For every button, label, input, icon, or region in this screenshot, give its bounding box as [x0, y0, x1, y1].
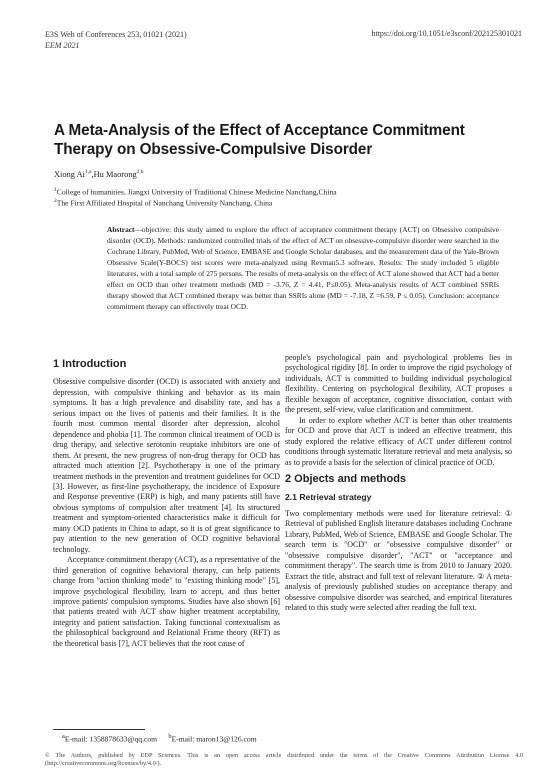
affiliation-mark: 1 — [54, 187, 57, 193]
footnote-mark: b — [168, 733, 172, 740]
running-header — [45, 29, 187, 51]
abstract — [107, 225, 499, 313]
author-affiliation-mark: 1,a — [84, 169, 92, 175]
paragraph: In order to explore whether ACT is better than other treatments for OCD and prove that ACT is indeed an effective treatment, this study explored the relative efficacy of ACT under different control conditions through systematic literature retrieval and meta analysis, so as to provide a basis for the selection of clinical practice of OCD. — [285, 415, 512, 467]
paragraph: Acceptance commitment therapy (ACT), as a representative of the third generation of cognitive behavioral therapy, can help patients change from "action thinking mode" to "existing thinking mode" [5], improve psychological flexibility, learn to accept, and thus better improve patients' compulsion symptoms. Studies have also shown [6] that patients treated with ACT show higher treatment acceptability, integrity and patient satisfaction. Taking functional contextualism as the philosophical background and Relational Frame theory (RFT) as the theoretical basis [7], ACT believes that the root cause of — [53, 555, 280, 648]
author-name: Hu Maorong — [93, 169, 137, 179]
header-doi-link[interactable]: https://doi.org/10.1051/e3sconf/202125301021 — [371, 29, 522, 38]
footnote — [62, 733, 257, 744]
author-list — [54, 169, 144, 179]
footnote-mark: a — [62, 733, 65, 740]
author-affiliation-mark: 2,b — [136, 169, 144, 175]
author-name: Xiong Ai — [54, 169, 85, 179]
author-separator: , — [91, 169, 94, 179]
copyright-notice: © The Authors, published by EDP Sciences. This is an open access article distributed under the terms of the Creative Commons Attribution License 4.0 (http://creativecommons.org/licenses/by/4.0/). — [45, 752, 523, 767]
abstract-body: —objective: this study aimed to explore the effect of acceptance commitment therapy (ACT) on Obsessive compulsive disorder (OCD). Methods: randomized controlled trials of the effect of ACT on obsessive-compulsive disorder were searched in the Cochrane Library, PubMed, Web of Science, EMBASE and Google Scholar databases, and the measurement data of the Yale-Brown Obsessive Scale(Y-BOCS) test scores were meta-analyzed using Revman5.3 software. Results: The study included 5 eligible literatures, with a total sample of 275 persons. The results of meta-analysis on the effect of ACT alone showed that ACT had a better effect on OCD than other treatment methods (MD = -3.76, Z = 4.41, P≤0.05). Meta-analysis results of ACT combined SSRIs therapy showed that ACT combined therapy was better than SSRIs alone (MD = -7.18, Z =6.59, P ≤ 0.05). Conclusion: acceptance commitment therapy can effectively treat OCD. — [107, 225, 499, 311]
abstract-label: Abstract — [107, 225, 135, 234]
affiliation-mark: 2 — [54, 198, 57, 204]
right-column — [285, 353, 512, 613]
affiliation-text: The First Affiliated Hospital of Nanchang University Nanchang, China — [56, 198, 273, 208]
footnote-email: E-mail: maron13@126.com — [171, 734, 257, 744]
left-column — [53, 353, 280, 649]
affiliation — [54, 196, 272, 209]
footnote-divider — [53, 729, 145, 730]
section-heading: 1 Introduction — [53, 358, 127, 370]
header-venue: E3S Web of Conferences 253, 01021 (2021) — [45, 30, 187, 39]
paragraph: people's psychological pain and psychological problems lies in psychological rigidity [8]. In order to improve the rigid psychology of individuals, ACT is committed to building individual psychological flexibility. Centering on psychological flexibility, ACT proposes a flexible hexagon of acceptance, cognitive dissociation, contact with the present, self-view, value clarification and commitment. — [285, 353, 512, 415]
section-heading: 2 Objects and methods — [285, 472, 407, 485]
header-event: EEM 2021 — [45, 41, 80, 50]
affiliation-text: College of humanities, Jiangxi University of Traditional Chinese Medicine Nanchang,China — [56, 187, 337, 197]
footnote-email: E-mail: 1358878633@qq.com — [64, 734, 158, 744]
paragraph: Obsessive compulsive disorder (OCD) is associated with anxiety and depression, with compulsive thinking and behavior as its main symptoms. It has a high prevalence and disability rate, and has a serious impact on the lives of patients and their families. It is the fourth most common mental disorder after depression, alcohol dependence and phobia [1]. The common clinical treatment of OCD is drug therapy, and selective serotonin reuptake inhibitors are one of them. At present, the new progress of non-drug therapy for OCD has attracted much attention [2]. Psychotherapy is one of the primary treatment methods in the prevention and treatment guidelines for OCD [3]. However, as first-line psychotherapy, the incidence of Exposure and Response preventive (ERP) is high, and many patients still have obvious symptoms of compulsion after treatment [4]. Its structured treatment and symptom-oriented characteristics make it difficult for many OCD patients in China to adapt, so it is of great significance to pay attention to the new generation of OCD cognitive behavioral technology. — [53, 377, 280, 554]
subsection-heading: 2.1 Retrieval strategy — [285, 492, 372, 503]
paper-title: A Meta-Analysis of the Effect of Acceptance Commitment Therapy on Obsessive-Compulsive Disorder — [54, 122, 465, 158]
paragraph: Two complementary methods were used for literature retrieval: ① Retrieval of published English literature databases including Cochrane Library, PubMed, Web of Science, EMBASE and Google Scholar. The search term is "OCD" or "obsessive compulsive disorder" or "obsessive compulsive disorder", "ACT" or "acceptance and commitment therapy". The search time is from 2010 to January 2020. Extract the title, abstract and full text of relevant literature. ② A meta-analysis of previously published studies on acceptance therapy and obsessive compulsive disorder was searched, and empirical literatures related to this study were selected after reading the full text. — [285, 508, 512, 612]
